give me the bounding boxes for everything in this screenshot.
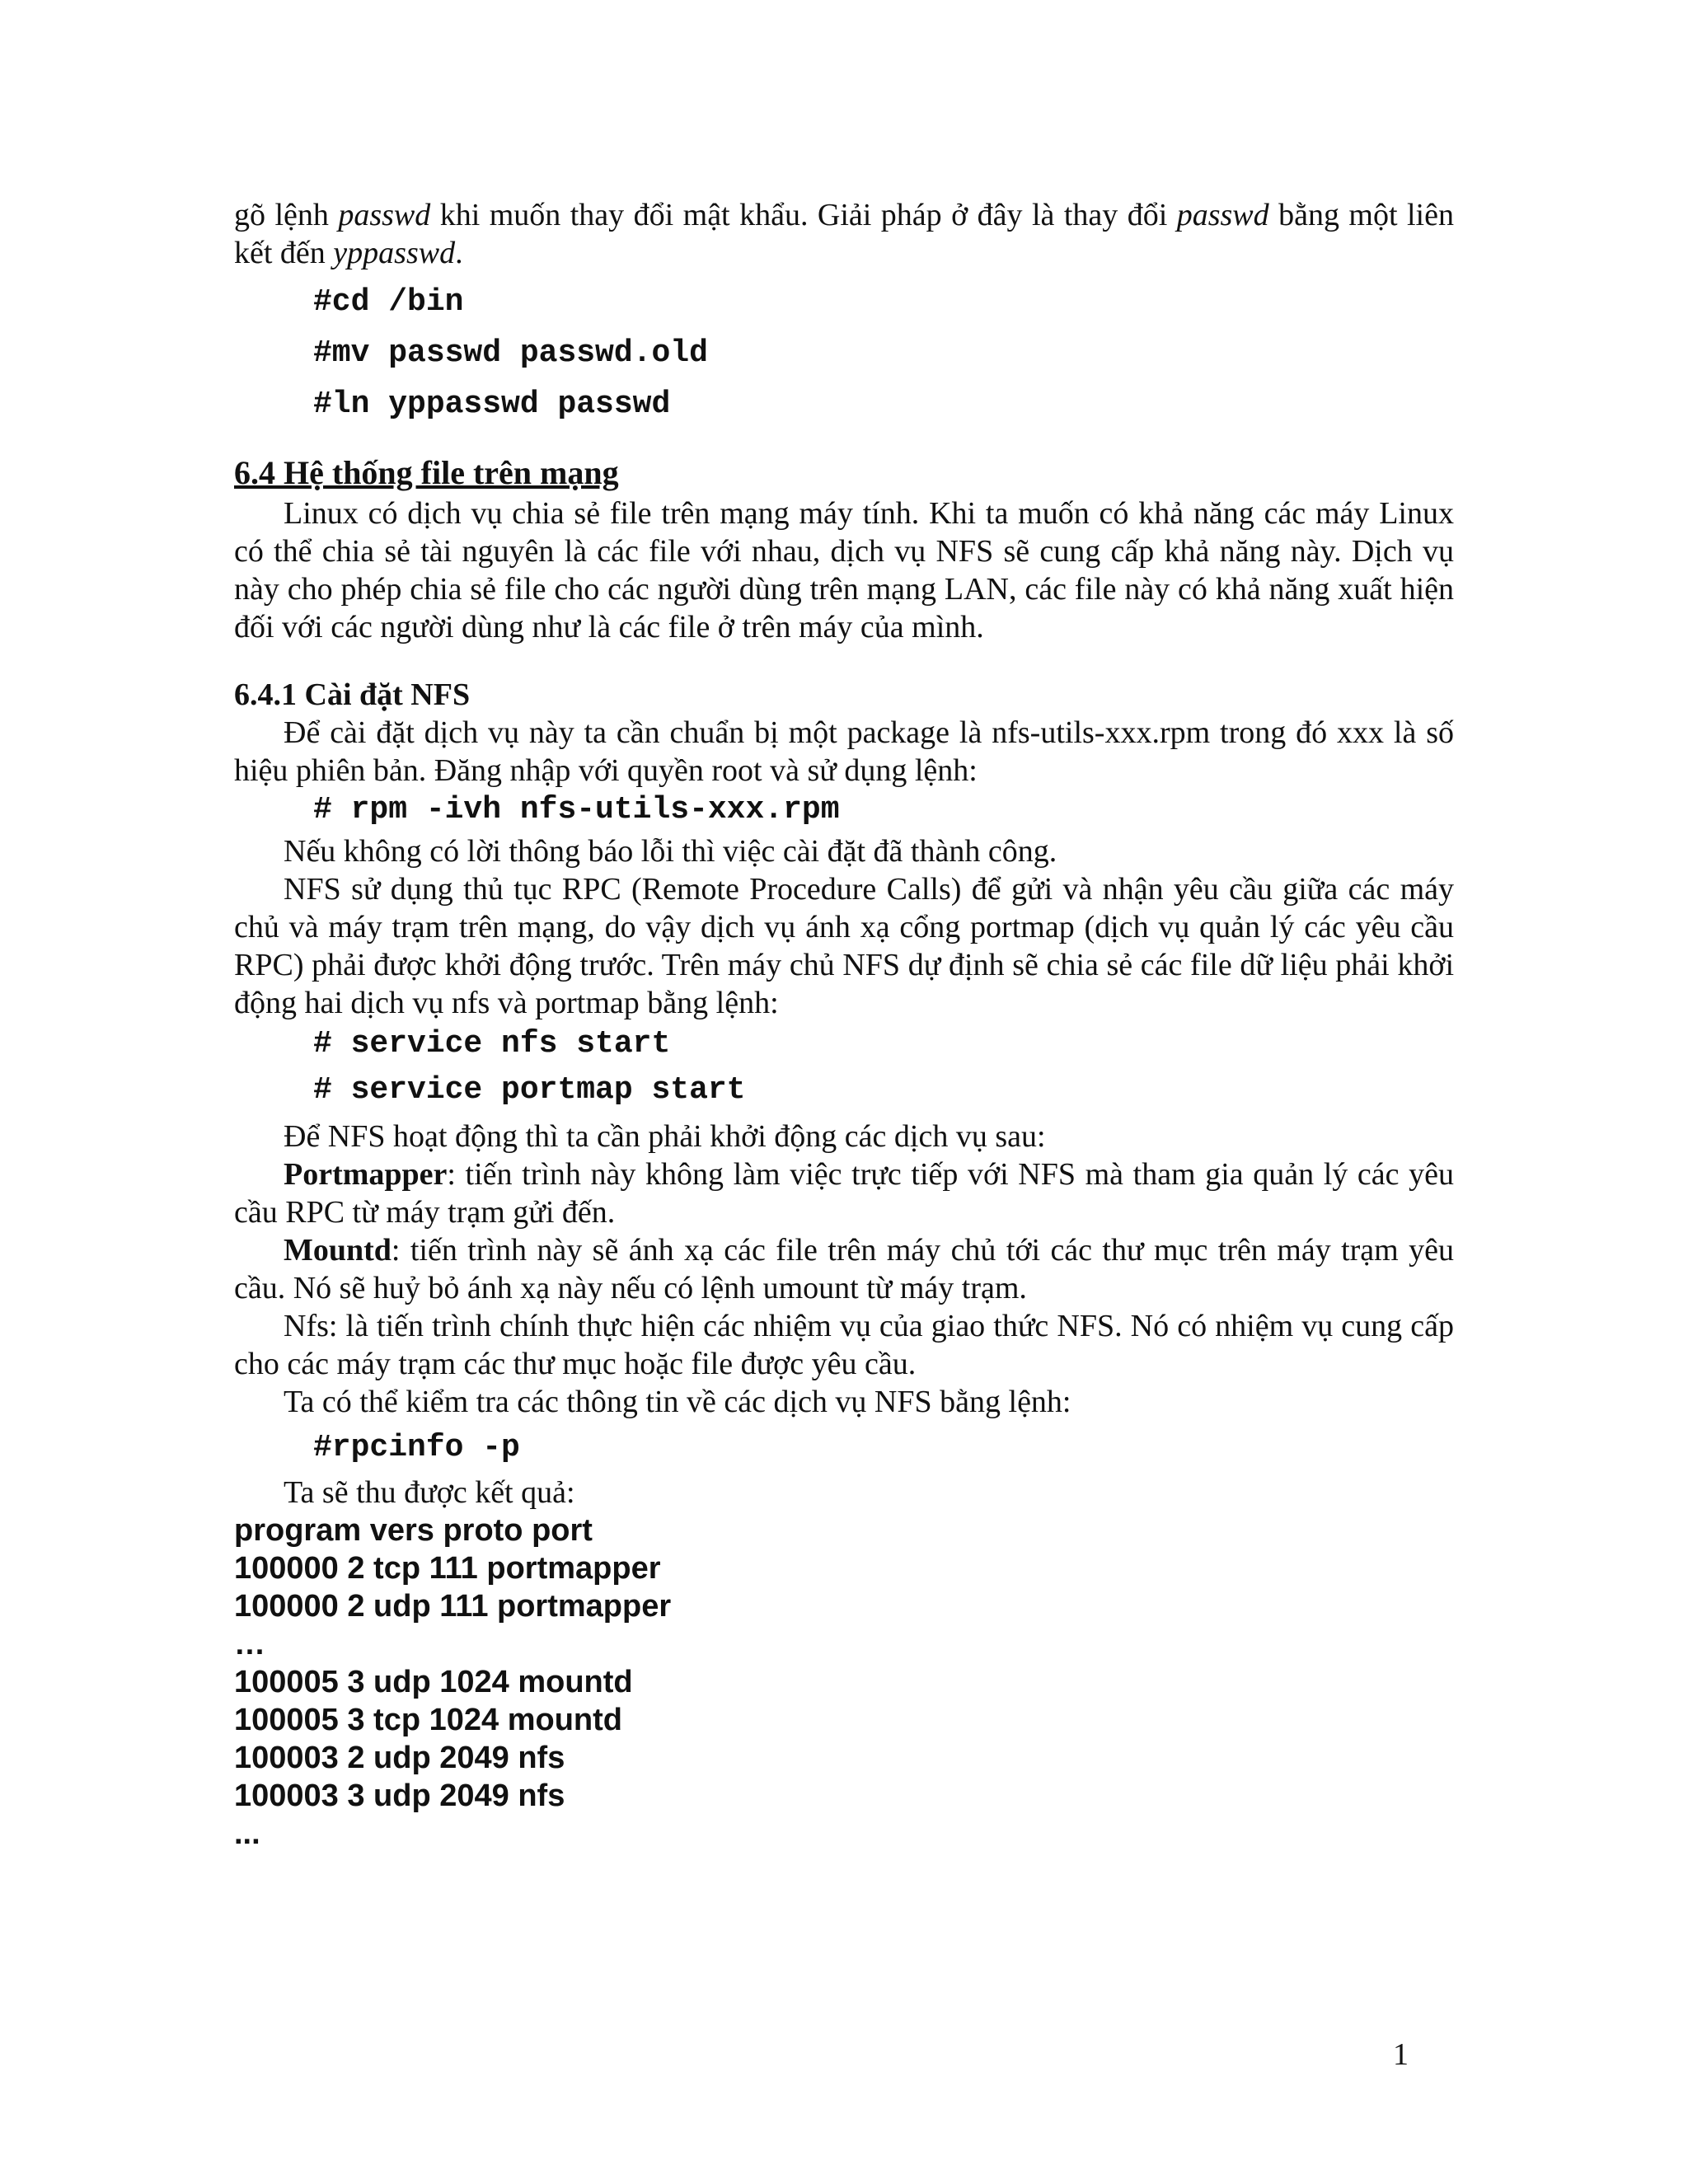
install-success-paragraph: Nếu không có lời thông báo lỗi thì việc cài đặt đã thành công. [284,834,1057,869]
code-block-passwd [234,284,1454,424]
check-paragraph: Ta có thể kiểm tra các thông tin về các dịch vụ NFS bằng lệnh: [284,1385,1071,1419]
code-line: # service portmap start [313,1072,746,1108]
yppasswd-term: yppasswd [333,236,456,270]
output-line: ... [234,1816,260,1851]
output-line: 100000 2 udp 111 portmapper [234,1589,672,1624]
mountd-paragraph: Mountd: tiến trình này sẽ ánh xạ các file trên máy chủ tới các thư mục trên máy trạm yêu cầu. Nó sẽ huỷ bỏ ánh xạ này nếu có lệnh umount từ máy trạm. [234,1233,1454,1305]
code-line: #cd /bin [313,284,464,320]
services-intro-paragraph: Để NFS hoạt động thì ta cần phải khởi động các dịch vụ sau: [284,1119,1046,1154]
portmapper-paragraph: Portmapper: tiến trình này không làm việc trực tiếp với NFS mà tham gia quản lý các yêu cầu RPC từ máy trạm gửi đến. [234,1157,1454,1230]
install-paragraph: Để cài đặt dịch vụ này ta cần chuẩn bị một package là nfs-utils-xxx.rpm trong đó xxx là số hiệu phiên bản. Đăng nhập với quyền root và sử dụng lệnh: [234,715,1454,788]
output-line: … [234,1627,265,1661]
output-line: 100003 3 udp 2049 nfs [234,1779,565,1813]
passwd-term: passwd [338,198,431,232]
intro-paragraph: gõ lệnh passwd khi muốn thay đổi mật khẩu. Giải pháp ở đây là thay đổi passwd bằng một liên kết đến yppasswd. [234,198,1454,270]
output-line: 100005 3 udp 1024 mountd [234,1665,633,1699]
subsection-heading: 6.4.1 Cài đặt NFS [234,677,471,712]
section-heading: 6.4 Hệ thống file trên mạng [234,454,619,491]
code-line: #mv passwd passwd.old [313,335,708,371]
code-line: # service nfs start [313,1026,671,1062]
portmapper-label: Portmapper [284,1157,448,1192]
output-line: 100000 2 tcp 111 portmapper [234,1551,661,1586]
result-paragraph: Ta sẽ thu được kết quả: [284,1475,575,1510]
page-number: 1 [1393,2037,1409,2072]
rpc-paragraph: NFS sử dụng thủ tục RPC (Remote Procedure Calls) để gửi và nhận yêu cầu giữa các máy chủ và máy trạm trên mạng, do vậy dịch vụ ánh xạ cổng portmap (dịch vụ quản lý các yêu cầu RPC) phải được khởi động trước. Trên máy chủ NFS dự định sẽ chia sẻ các file dữ liệu phải khởi động hai dịch vụ nfs và portmap bằng lệnh: [234,872,1454,1020]
code-rpcinfo: #rpcinfo -p [313,1430,520,1465]
rpcinfo-output [234,1511,1454,1853]
output-line: 100005 3 tcp 1024 mountd [234,1703,622,1737]
passwd-term: passwd [1176,198,1269,232]
nfs-paragraph: Nfs: là tiến trình chính thực hiện các nhiệm vụ của giao thức NFS. Nó có nhiệm vụ cung cấp cho các máy trạm các thư mục hoặc file được yêu cầu. [234,1309,1454,1381]
code-line: #ln yppasswd passwd [313,387,671,422]
section-paragraph: Linux có dịch vụ chia sẻ file trên mạng máy tính. Khi ta muốn có khả năng các máy Linux có thể chia sẻ tài nguyên là các file với nhau, dịch vụ NFS sẽ cung cấp khả năng này. Dịch vụ này cho phép chia sẻ file cho các người dùng trên mạng LAN, các file này có khả năng xuất hiện đối với các người dùng như là các file ở trên máy của mình. [234,496,1454,644]
output-line: 100003 2 udp 2049 nfs [234,1741,565,1775]
code-block-services [234,1025,1454,1109]
document-page [234,196,1454,1853]
code-rpm: # rpm -ivh nfs-utils-xxx.rpm [313,792,840,827]
output-line: program vers proto port [234,1513,593,1548]
mountd-label: Mountd [284,1233,392,1268]
